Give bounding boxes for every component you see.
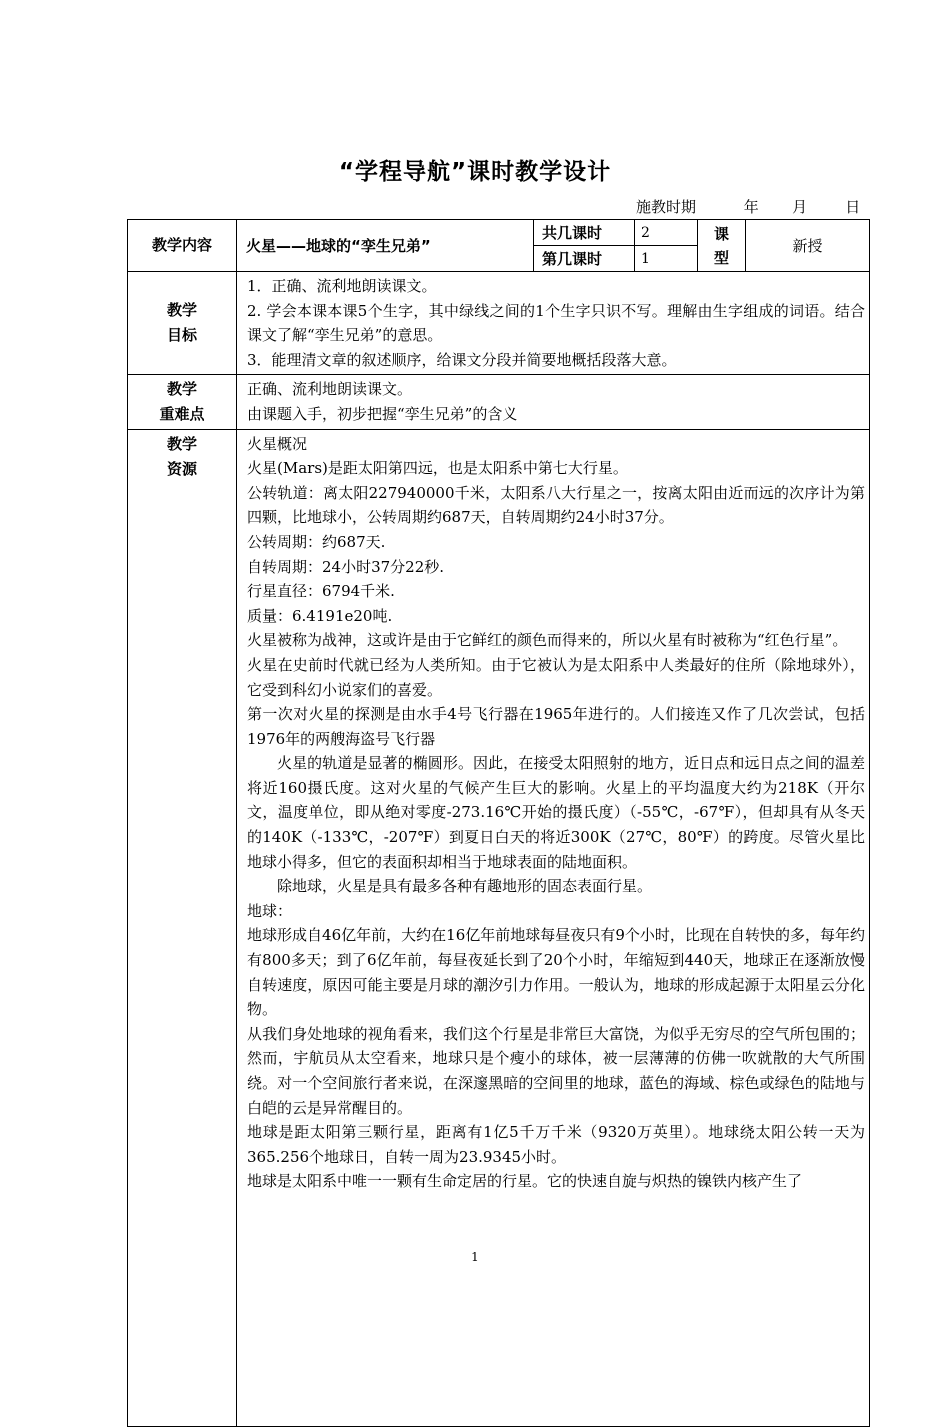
resource-paragraph: 火星被称为战神，这或许是由于它鲜红的颜色而得来的，所以火星有时被称为“红色行星”。 bbox=[247, 631, 848, 650]
resource-paragraph: 地球是太阳系中唯一一颗有生命定居的行星。它的快速自旋与炽热的镍铁内核产生了 bbox=[247, 1172, 803, 1191]
resources-label-line-1: 教学 bbox=[166, 434, 197, 453]
resource-paragraph: 火星在史前时代就已经为人类所知。由于它被认为是太阳系中人类最好的住所（除地球外），它受到科幻小说家们的喜爱。 bbox=[247, 655, 865, 699]
date-day: 日 bbox=[845, 198, 861, 216]
resource-paragraph: 地球是距太阳第三颗行星，距离有1亿5千万千米（9320万英里）。地球绕太阳公转一天为365.256个地球日，自转一周为23.9345小时。 bbox=[247, 1123, 865, 1166]
date-label: 施教时期 bbox=[636, 198, 697, 216]
resource-paragraph: 从我们身处地球的视角看来，我们这个行星是非常巨大富饶，为似乎无穷尽的空气所包围的；然而，宇航员从太空看来，地球只是个瘦小的球体，被一层薄薄的仿佛一吹就散的大气所围绕。对一个空间旅行者来说，在深邃黑暗的空间里的地球，蓝色的海域、棕色或绿色的陆地与白皑的云是异常醒目的。 bbox=[247, 1024, 865, 1117]
goal-item: 2. 学会本课本课5个生字，其中绿线之间的1个生字只识不写。理解由生字组成的词语。结合课文了解“孪生兄弟”的意思。 bbox=[247, 301, 865, 345]
keypoint-item: 正确、流利地朗读课文。 bbox=[247, 380, 413, 399]
keypoint-item: 由课题入手，初步把握“孪生兄弟”的含义 bbox=[247, 404, 518, 423]
resource-paragraph: 火星概况 bbox=[247, 434, 308, 453]
type-label-2: 型 bbox=[713, 248, 729, 267]
nth-hour-label: 第几课时 bbox=[534, 246, 635, 272]
goal-item: 1．正确、流利地朗读课文。 bbox=[247, 277, 437, 295]
date-month: 月 bbox=[792, 198, 808, 216]
keypoints-content bbox=[237, 375, 870, 429]
resource-paragraph: 公转周期：约687天. bbox=[247, 532, 386, 551]
resource-paragraph: 地球形成自46亿年前，大约在16亿年前地球每昼夜只有9个小时，比现在自转快的多，每年约有800多天；到了6亿年前，每昼夜延长到了20个小时，年缩短到440天，地球正在逐渐放慢自转速度，原因可能主要是月球的潮汐引力作用。一般认为，地球的形成起源于太阳星云分化物。 bbox=[247, 926, 865, 1019]
resource-paragraph: 火星(Mars)是距太阳第四远，也是太阳系中第七大行星。 bbox=[247, 459, 628, 478]
goals-label bbox=[128, 272, 237, 375]
lesson-plan-table bbox=[127, 219, 870, 1427]
resource-paragraph: 第一次对火星的探测是由水手4号飞行器在1965年进行的。人们接连又作了几次尝试，包括1976年的两艘海盗号飞行器 bbox=[247, 705, 865, 748]
keypoints-row bbox=[128, 375, 870, 429]
keypoints-label-line-1: 教学 bbox=[166, 379, 197, 398]
lesson-type-value: 新授 bbox=[746, 220, 870, 272]
total-hours-value: 2 bbox=[635, 220, 698, 246]
resource-paragraph: 地球： bbox=[247, 901, 293, 920]
resource-paragraph: 行星直径：6794千米. bbox=[247, 582, 395, 601]
resources-label bbox=[128, 429, 237, 1426]
goals-label-line-2: 目标 bbox=[166, 326, 197, 345]
lesson-title: 火星——地球的“孪生兄弟” bbox=[237, 220, 534, 272]
resource-paragraph: 自转周期：24小时37分22秒. bbox=[247, 557, 445, 576]
resource-paragraph: 质量：6.4191e20吨. bbox=[247, 606, 393, 625]
header-row-1 bbox=[128, 220, 870, 246]
keypoints-label-line-2: 重难点 bbox=[159, 404, 205, 423]
total-hours-label: 共几课时 bbox=[534, 220, 635, 246]
resource-paragraph: 火星的轨道是显著的椭圆形。因此，在接受太阳照射的地方，近日点和远日点之间的温差将近160摄氏度。这对火星的气候产生巨大的影响。火星上的平均温度大约为218K（开尔文，温度单位，即从绝对零度-273.16℃开始的摄氏度）（-55℃，-67℉），但却具有从冬天的140K（-133℃，-207℉）到夏日白天的将近300K（27℃，80℉）的跨度。尽管火星比地球小得多，但它的表面积却相当于地球表面的陆地面积。 bbox=[247, 754, 865, 871]
goals-content bbox=[237, 272, 870, 375]
type-label-1: 课 bbox=[713, 224, 729, 243]
keypoints-label bbox=[128, 375, 237, 429]
resources-content bbox=[237, 429, 870, 1426]
page-number: 1 bbox=[471, 1250, 479, 1264]
goal-item: 3．能理清文章的叙述顺序，给课文分段并简要地概括段落大意。 bbox=[247, 350, 677, 369]
resources-row bbox=[128, 429, 870, 1426]
goals-label-line-1: 教学 bbox=[166, 301, 197, 320]
content-label: 教学内容 bbox=[128, 220, 237, 272]
resources-label-line-2: 资源 bbox=[166, 459, 197, 478]
goals-row bbox=[128, 272, 870, 375]
nth-hour-value: 1 bbox=[635, 246, 698, 272]
resource-paragraph: 公转轨道：离太阳227940000千米，太阳系八大行星之一，按离太阳由近而远的次序计为第四颗，比地球小，公转周期约687天，自转周期约24小时37分。 bbox=[247, 483, 865, 527]
page-title: “学程导航”课时教学设计 bbox=[338, 159, 612, 185]
teaching-date-line bbox=[636, 196, 860, 217]
lesson-type-label bbox=[698, 220, 746, 272]
date-year: 年 bbox=[743, 198, 759, 216]
resource-paragraph: 除地球，火星是具有最多各种有趣地形的固态表面行星。 bbox=[277, 877, 653, 896]
